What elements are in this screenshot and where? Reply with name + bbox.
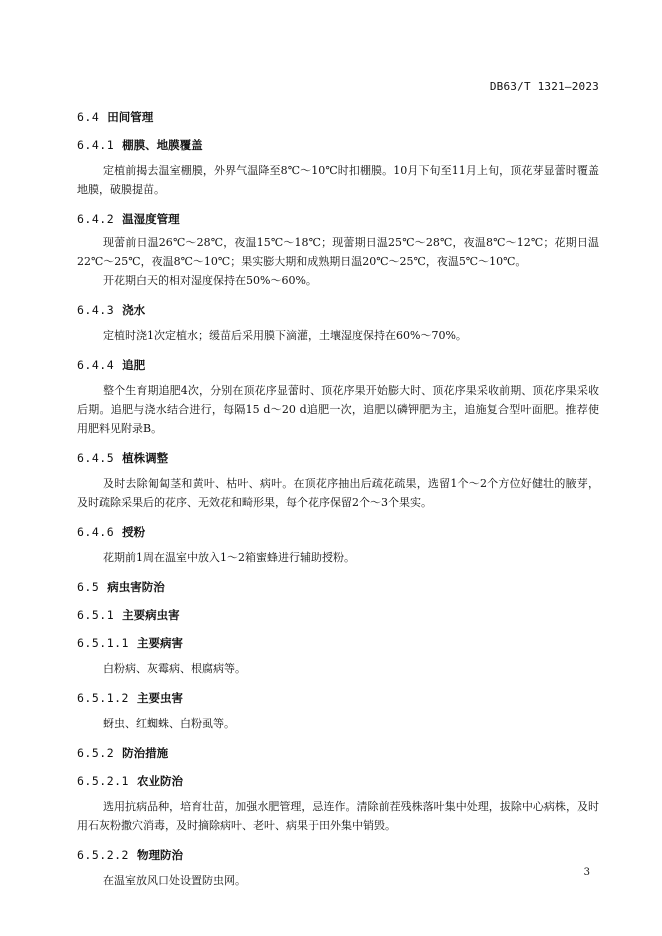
- section-heading: 6.4.3 浇水: [77, 303, 146, 317]
- section-heading: 6.5 病虫害防治: [77, 580, 165, 594]
- page-number: 3: [583, 867, 590, 878]
- paragraph: 及时去除匍匐茎和黄叶、枯叶、病叶。在顶花序抽出后疏花疏果，选留1个～2个方位好健壮的腋芽，及时疏除采果后的花序、无效花和畸形果，每个花序保留2个～3个果实。: [77, 477, 599, 509]
- paragraph: 定植时浇1次定植水；缓苗后采用膜下滴灌，土壤湿度保持在60%～70%。: [103, 329, 467, 342]
- paragraph: 整个生育期追肥4次，分别在顶花序显蕾时、顶花序果开始膨大时、顶花序果采收前期、顶花序果采收后期。追肥与浇水结合进行，每隔15 d～20 d追肥一次，追肥以磷钾肥为主，追施复合型叶面肥。推荐使用肥料见附录B。: [77, 384, 599, 435]
- section-heading: 6.4 田间管理: [77, 110, 154, 124]
- section-heading: 6.5.2.1 农业防治: [77, 774, 183, 788]
- section-heading: 6.5.1.1 主要病害: [77, 636, 183, 650]
- section-heading: 6.4.5 植株调整: [77, 451, 169, 465]
- section-heading: 6.4.4 追肥: [77, 358, 146, 372]
- section-heading: 6.5.2 防治措施: [77, 746, 169, 760]
- section-heading: 6.5.1 主要病虫害: [77, 608, 180, 622]
- paragraph: 开花期白天的相对湿度保持在50%～60%。: [103, 274, 317, 287]
- paragraph: 定植前揭去温室棚膜，外界气温降至8℃～10℃时扣棚膜。10月下旬至11月上旬，顶花芽显蕾时覆盖地膜，破膜提苗。: [77, 164, 599, 196]
- paragraph: 白粉病、灰霉病、根腐病等。: [103, 662, 246, 675]
- section-heading: 6.4.6 授粉: [77, 525, 146, 539]
- document-code: DB63/T 1321—2023: [489, 80, 599, 93]
- document-body: [77, 101, 599, 898]
- paragraph: 花期前1周在温室中放入1～2箱蜜蜂进行辅助授粉。: [103, 551, 355, 564]
- section-heading: 6.4.1 棚膜、地膜覆盖: [77, 138, 203, 152]
- paragraph: 现蕾前日温26℃～28℃，夜温15℃～18℃；现蕾期日温25℃～28℃，夜温8℃～12℃；花期日温22℃～25℃，夜温8℃～10℃；果实膨大期和成熟期日温20℃～25℃，夜温5℃～10℃。: [77, 236, 599, 268]
- paragraph: 在温室放风口处设置防虫网。: [103, 874, 246, 887]
- paragraph: 选用抗病品种，培育壮苗，加强水肥管理，忌连作。清除前茬残株落叶集中处理，拔除中心病株，及时用石灰粉撒穴消毒，及时摘除病叶、老叶、病果于田外集中销毁。: [77, 800, 599, 832]
- section-heading: 6.5.2.2 物理防治: [77, 848, 183, 862]
- section-heading: 6.5.1.2 主要虫害: [77, 691, 183, 705]
- section-heading: 6.4.2 温湿度管理: [77, 212, 180, 226]
- paragraph: 蚜虫、红蜘蛛、白粉虱等。: [103, 717, 235, 730]
